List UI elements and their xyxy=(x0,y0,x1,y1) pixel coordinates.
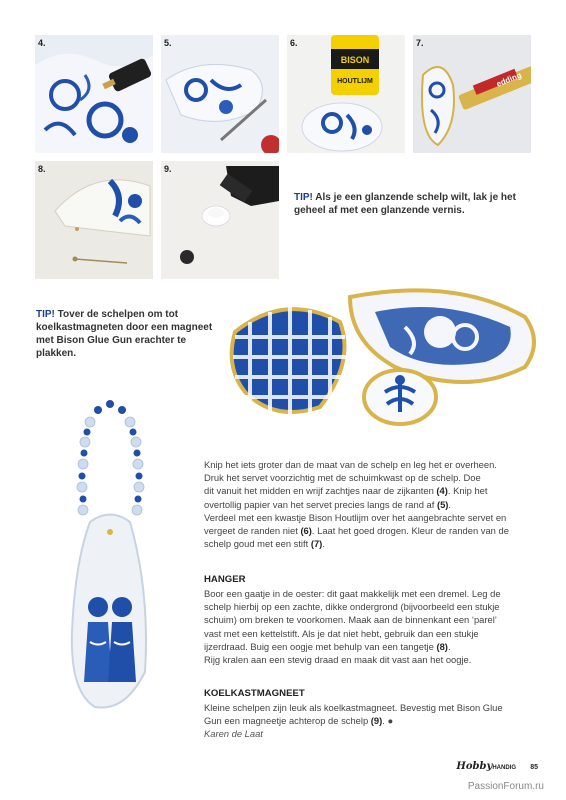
step-ref: (8) xyxy=(436,640,448,652)
step-ref: (5) xyxy=(436,498,449,510)
text-line: Kleine schelpen zijn leuk als koelkastmagneet. Bevestig met Bison Glue xyxy=(204,702,503,713)
text-line: vast met een kettelstift. Als je dat niet hebt, gebruik dan een stukje xyxy=(204,627,479,639)
step-ref: (9) xyxy=(370,715,383,727)
tip-text: Als je een glanzende schelp wilt, lak je het geheel af met een glanzende vernis. xyxy=(294,192,516,216)
watermark: PassionForum.ru xyxy=(467,781,544,792)
step-photo-9 xyxy=(161,161,279,279)
glue-gun-magnet-image xyxy=(161,161,279,279)
decorated-shells-photo xyxy=(225,282,545,432)
text-line: schelp goud met een stift (7). xyxy=(204,538,325,550)
step-ref: (7) xyxy=(310,538,323,550)
text-line: Knip het iets groter dan de maat van de schelp en leg het er overheen. xyxy=(204,459,497,470)
author-credit: Karen de Laat xyxy=(204,728,263,739)
hanger-photo xyxy=(50,392,168,722)
magazine-logo: HobbyHANDIG xyxy=(456,761,516,772)
step-number: 5. xyxy=(164,38,172,48)
pin-in-shell-image xyxy=(35,161,153,279)
step-number: 4. xyxy=(38,38,46,48)
tip-keyword: TIP! xyxy=(36,309,55,320)
edding-label: edding xyxy=(495,70,523,89)
bison-label: BISON xyxy=(340,55,370,65)
hanger-paragraph xyxy=(204,587,534,666)
step-photo-4 xyxy=(35,35,153,153)
step-photo-6 xyxy=(287,35,405,153)
step-ref: (4) xyxy=(436,485,448,497)
step-photo-8 xyxy=(35,161,153,279)
text-line: Rijg kralen aan een stevig draad en maak dit vast aan het oogje. xyxy=(204,654,472,666)
bison-glue-bottle-image xyxy=(287,35,405,153)
trimming-napkin-image xyxy=(161,35,279,153)
hanger-heading: HANGER xyxy=(204,574,246,585)
delft-shells-image xyxy=(225,282,545,432)
magnet-paragraph xyxy=(204,701,534,727)
text-line: Verdeel met een kwastje Bison Houtlijm over het aangebrachte servet en xyxy=(204,511,507,523)
text-line: schelp hierbij op een zachte, dikke ondergrond (bijvoorbeeld een stukje xyxy=(204,601,500,613)
text-line: ijzerdraad. Buig een oogje met behulp van een tangetje (8). xyxy=(204,640,451,652)
tip-keyword: TIP! xyxy=(294,192,313,203)
page-number: 85 xyxy=(530,764,538,771)
step-number: 6. xyxy=(290,38,298,48)
text-line: overtollig papier van het servet precies langs de rand af (5). xyxy=(204,498,452,510)
text-line: vergeet de randen niet (6). Laat het goed drogen. Kleur de randen van de xyxy=(204,525,509,537)
intro-paragraph xyxy=(204,458,534,550)
gold-marker-image xyxy=(413,35,531,153)
houtlijm-label: HOUTLIJM xyxy=(337,78,373,85)
napkin-glue-gun-image xyxy=(35,35,153,153)
step-photo-5 xyxy=(161,35,279,153)
step-photo-7 xyxy=(413,35,531,153)
text-line: Druk het servet voorzichtig met de schuimkwast op de schelp. Doe xyxy=(204,472,481,484)
text-line: dit vanuit het midden en wrijf zachtjes naar de zijkanten (4). Knip het xyxy=(204,485,488,497)
beaded-oyster-hanger-image xyxy=(50,392,168,722)
text-line: Gun een magneetje achterop de schelp (9). ● xyxy=(204,715,394,727)
text-line: schuim) om breken te voorkomen. Maak aan de binnenkant een ‘parel’ xyxy=(204,614,497,626)
tip-text: Tover de schelpen om tot koelkastmagneten door een magneet met Bison Glue Gun erachter te plakken. xyxy=(36,309,213,359)
step-ref: (6) xyxy=(300,525,312,537)
tip-glossy-varnish xyxy=(294,191,539,217)
magnet-heading: KOELKASTMAGNEET xyxy=(204,688,305,699)
step-number: 8. xyxy=(38,164,46,174)
step-number: 9. xyxy=(164,164,172,174)
step-number: 7. xyxy=(416,38,424,48)
tip-fridge-magnet xyxy=(36,308,214,360)
text-line: Boor een gaatje in de oester: dit gaat makkelijk met een dremel. Leg de xyxy=(204,588,501,599)
